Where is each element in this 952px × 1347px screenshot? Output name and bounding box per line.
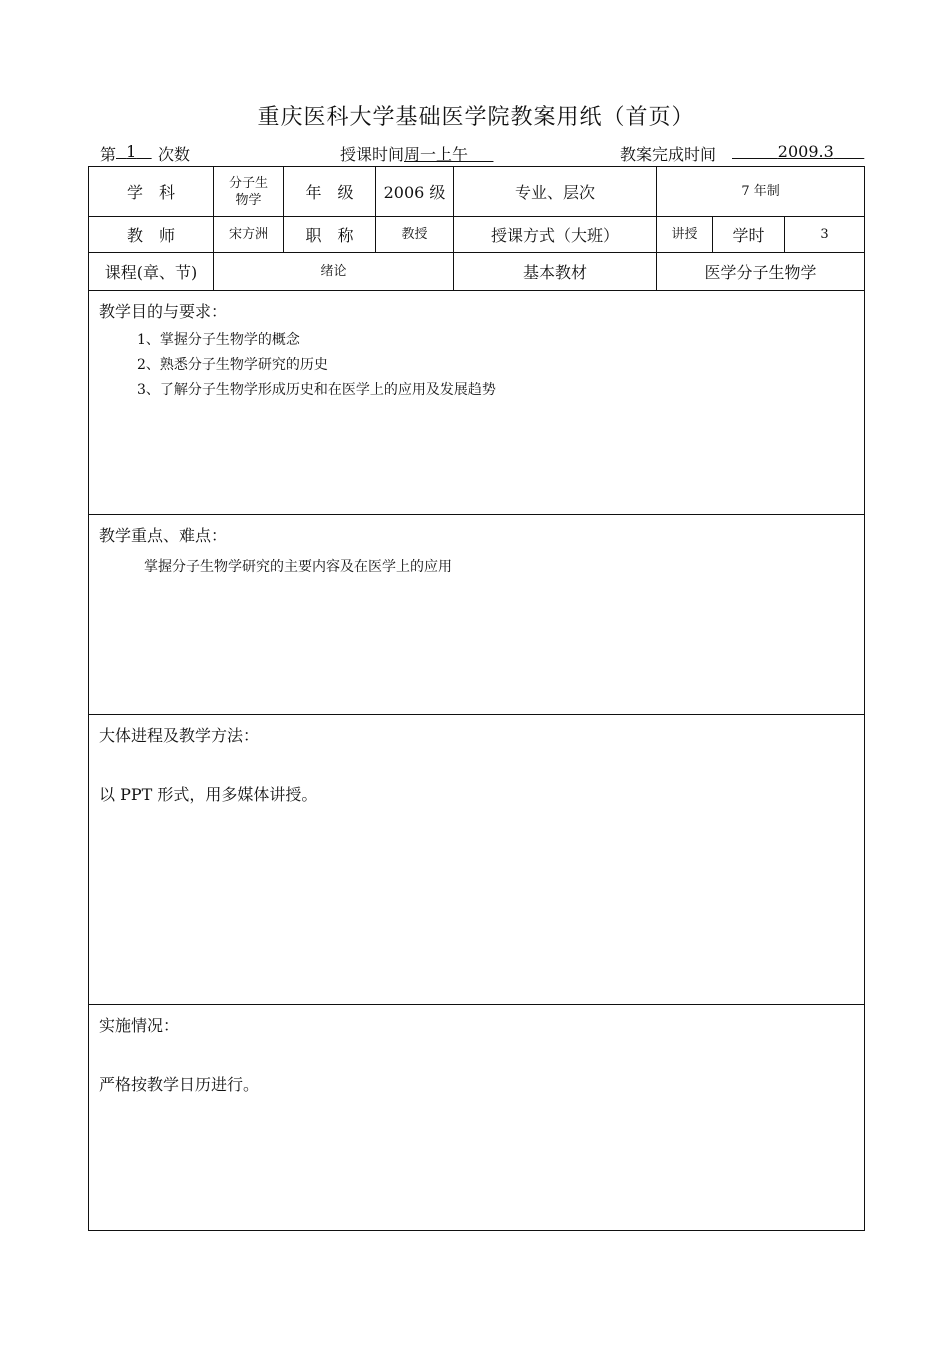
subject-label: 学 科: [89, 167, 214, 217]
table-row: [89, 217, 865, 253]
course-value: 绪论: [214, 253, 454, 291]
objectives-list: [137, 328, 864, 403]
lecture-time-label: 授课时间: [340, 145, 405, 164]
key-points-text: 掌握分子生物学研究的主要内容及在医学上的应用: [144, 559, 452, 575]
textbook-value: 医学分子生物学: [657, 253, 865, 291]
list-item: 2、熟悉分子生物学研究的历史: [137, 357, 328, 373]
table-row: [89, 167, 865, 217]
grade-label: 年 级: [284, 167, 376, 217]
page-title: 重庆医科大学基础医学院教案用纸（首页）: [257, 105, 695, 130]
implementation-text: 严格按教学日历进行。: [99, 1075, 260, 1094]
implementation-heading: 实施情况：: [99, 1016, 180, 1035]
session-suffix: 次数: [158, 145, 191, 164]
objectives-section: [89, 291, 865, 515]
table-row: [89, 253, 865, 291]
teaching-mode-label: 授课方式（大班）: [454, 217, 657, 253]
title-label: 职 称: [284, 217, 376, 253]
lecture-time-value: 周一上午: [404, 145, 469, 164]
process-text: 以 PPT 形式，用多媒体讲授。: [99, 785, 318, 804]
list-item: 3、了解分子生物学形成历史和在医学上的应用及发展趋势: [137, 382, 496, 398]
teaching-mode-value: 讲授: [657, 217, 713, 253]
subject-value-line2: 物学: [235, 192, 262, 208]
hours-label: 学时: [713, 217, 785, 253]
key-points-section: [89, 515, 865, 715]
major-label: 专业、层次: [454, 167, 657, 217]
textbook-label: 基本教材: [454, 253, 657, 291]
subject-value-line1: 分子生: [228, 175, 268, 191]
info-line: [100, 142, 862, 166]
session-prefix: 第: [100, 145, 117, 164]
subject-value: [214, 167, 284, 217]
hours-value: 3: [785, 217, 865, 253]
lesson-plan-table: [88, 166, 865, 1231]
implementation-section: [89, 1005, 865, 1231]
grade-value: 2006 级: [376, 167, 454, 217]
completion-time-label: 教案完成时间: [620, 145, 717, 164]
teacher-label: 教 师: [89, 217, 214, 253]
key-points-heading: 教学重点、难点：: [99, 526, 228, 545]
course-label: 课程(章、节): [89, 253, 214, 291]
list-item: 1、掌握分子生物学的概念: [137, 332, 300, 348]
major-value: 7 年制: [657, 167, 865, 217]
session-number: 1: [126, 142, 137, 161]
completion-time-value: 2009.3: [777, 142, 834, 161]
title-value: 教授: [376, 217, 454, 253]
process-section: [89, 715, 865, 1005]
objectives-heading: 教学目的与要求：: [99, 302, 228, 321]
teacher-value: 宋方洲: [214, 217, 284, 253]
process-heading: 大体进程及教学方法：: [99, 726, 260, 745]
